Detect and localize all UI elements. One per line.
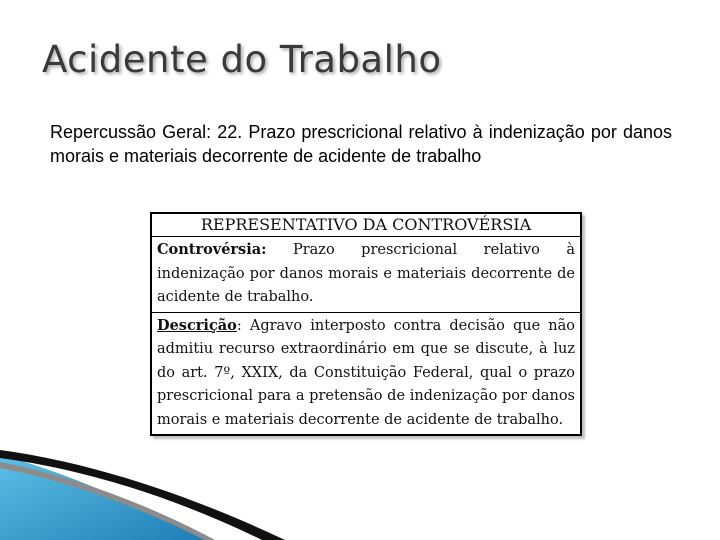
controversia-label: Controvérsia:	[157, 241, 267, 258]
descricao-text: : Agravo interposto contra decisão que não admitiu recurso extraordinário em que se discute, à luz do art. 7º, XXIX, da Constituição Federal, qual o prazo prescricional para a pretensão de indenização por danos morais e materiais decorrente de acidente de trabalho.	[157, 317, 575, 428]
descricao-label: Descrição	[157, 316, 237, 334]
card-header: REPRESENTATIVO DA CONTROVÉRSIA	[152, 214, 580, 237]
descricao-section	[152, 312, 580, 435]
page-title: Acidente do Trabalho	[42, 38, 442, 81]
controversia-text: Prazo prescricional relativo à indenização por danos morais e materiais decorrente de acidente de trabalho.	[157, 242, 575, 305]
intro-paragraph: Repercussão Geral: 22. Prazo prescricional relativo à indenização por danos morais e materiais decorrente de acidente de trabalho	[50, 122, 672, 166]
controversy-card	[150, 212, 582, 436]
controversia-section	[152, 237, 580, 312]
